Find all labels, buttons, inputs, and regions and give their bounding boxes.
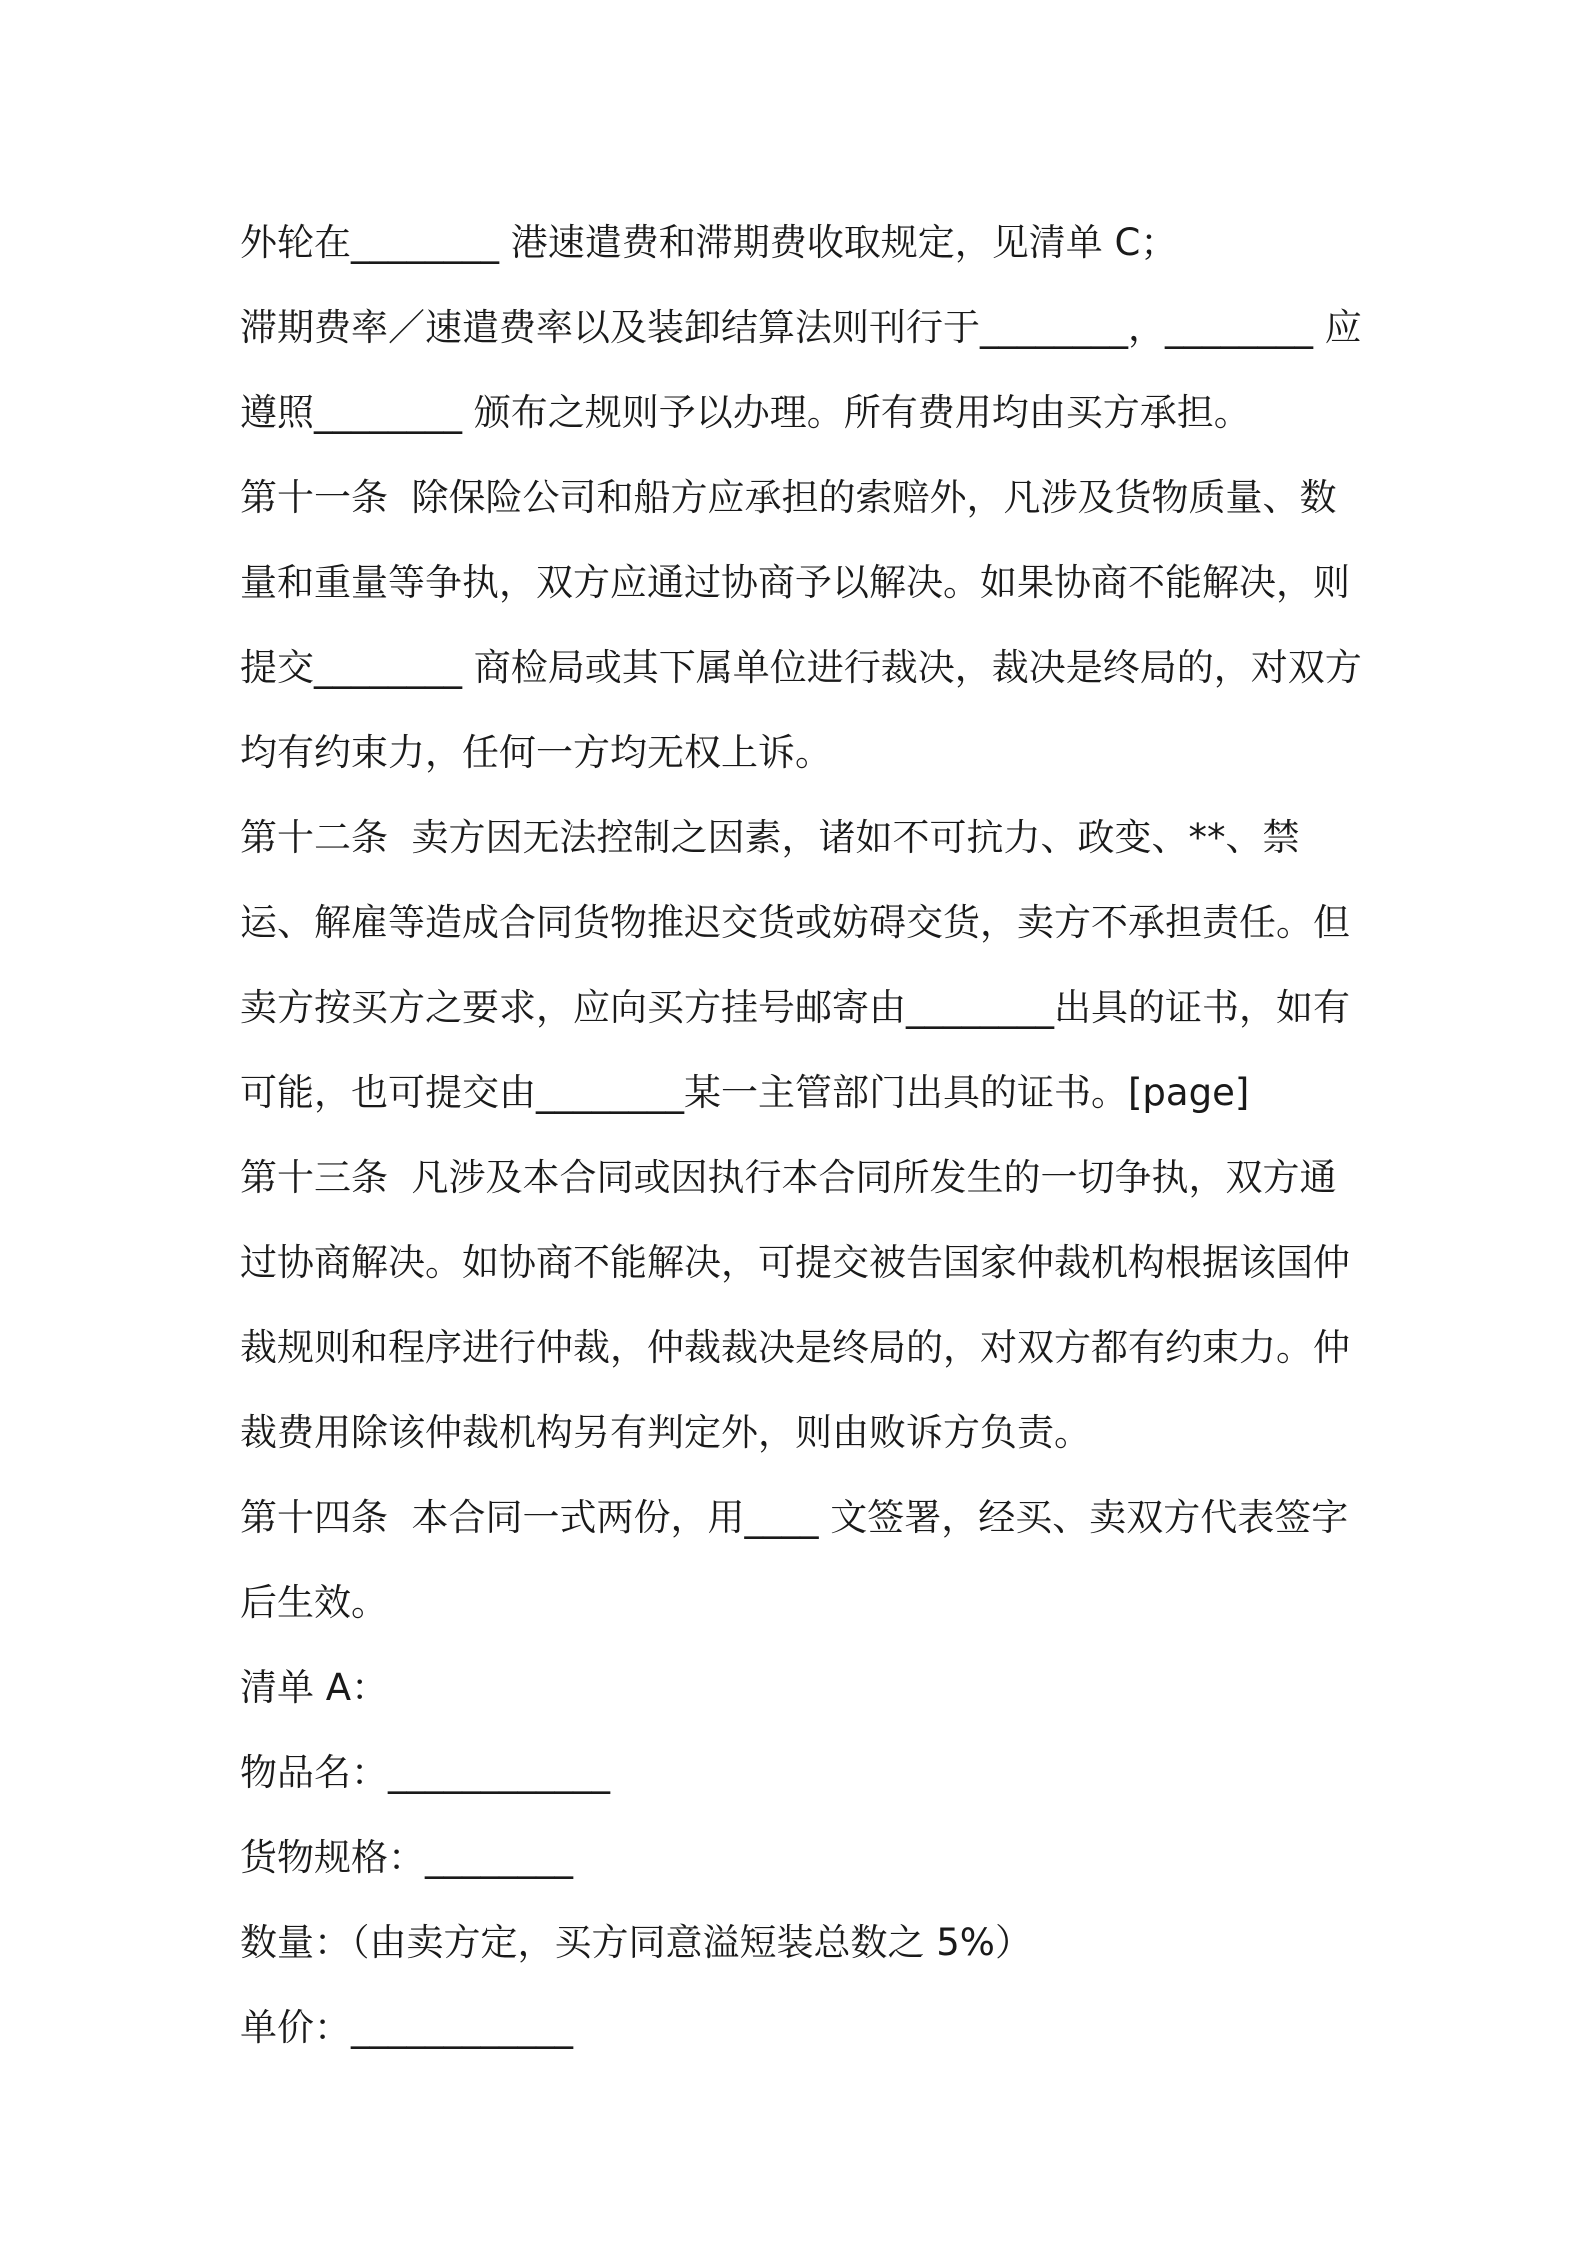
paragraph-article-14: 第十四条 本合同一式两份，用____ 文签署，经买、卖双方代表签字后生效。 <box>240 1496 1349 1624</box>
quantity-line: 数量：（由卖方定，买方同意溢短装总数之 5%） <box>240 1921 1032 1964</box>
paragraph-article-12: 第十二条 卖方因无法控制之因素，诸如不可抗力、政变、**、禁运、解雇等造成合同货物推迟交货或妨碍交货，卖方不承担责任。但卖方按买方之要求，应向买方挂号邮寄由________出具的证书，如有可能，也可提交由________某一主管部门出具的证书。[page] <box>240 816 1350 1114</box>
paragraph-demurrage-rates: 滞期费率／速遣费率以及装卸结算法则刊行于________，________ 应遵照________ 颁布之规则予以办理。所有费用均由买方承担。 <box>240 306 1362 434</box>
paragraph-article-13: 第十三条 凡涉及本合同或因执行本合同所发生的一切争执，双方通过协商解决。如协商不能解决，可提交被告国家仲裁机构根据该国仲裁规则和程序进行仲裁，仲裁裁决是终局的，对双方都有约束力。仲裁费用除该仲裁机构另有判定外，则由败诉方负责。 <box>240 1156 1350 1454</box>
paragraph-port-fees: 外轮在________ 港速遣费和滞期费收取规定，见清单 C； <box>240 221 1178 264</box>
item-spec-line: 货物规格：________ <box>240 1836 573 1879</box>
item-name-line: 物品名：____________ <box>240 1751 610 1794</box>
document-body <box>240 200 1370 2070</box>
unit-price-line: 单价：____________ <box>240 2006 573 2049</box>
paragraph-article-11: 第十一条 除保险公司和船方应承担的索赔外，凡涉及货物质量、数量和重量等争执，双方应通过协商予以解决。如果协商不能解决，则提交________ 商检局或其下属单位进行裁决，裁决是终局的，对双方均有约束力，任何一方均无权上诉。 <box>240 476 1362 774</box>
list-a-heading: 清单 A： <box>240 1666 389 1709</box>
